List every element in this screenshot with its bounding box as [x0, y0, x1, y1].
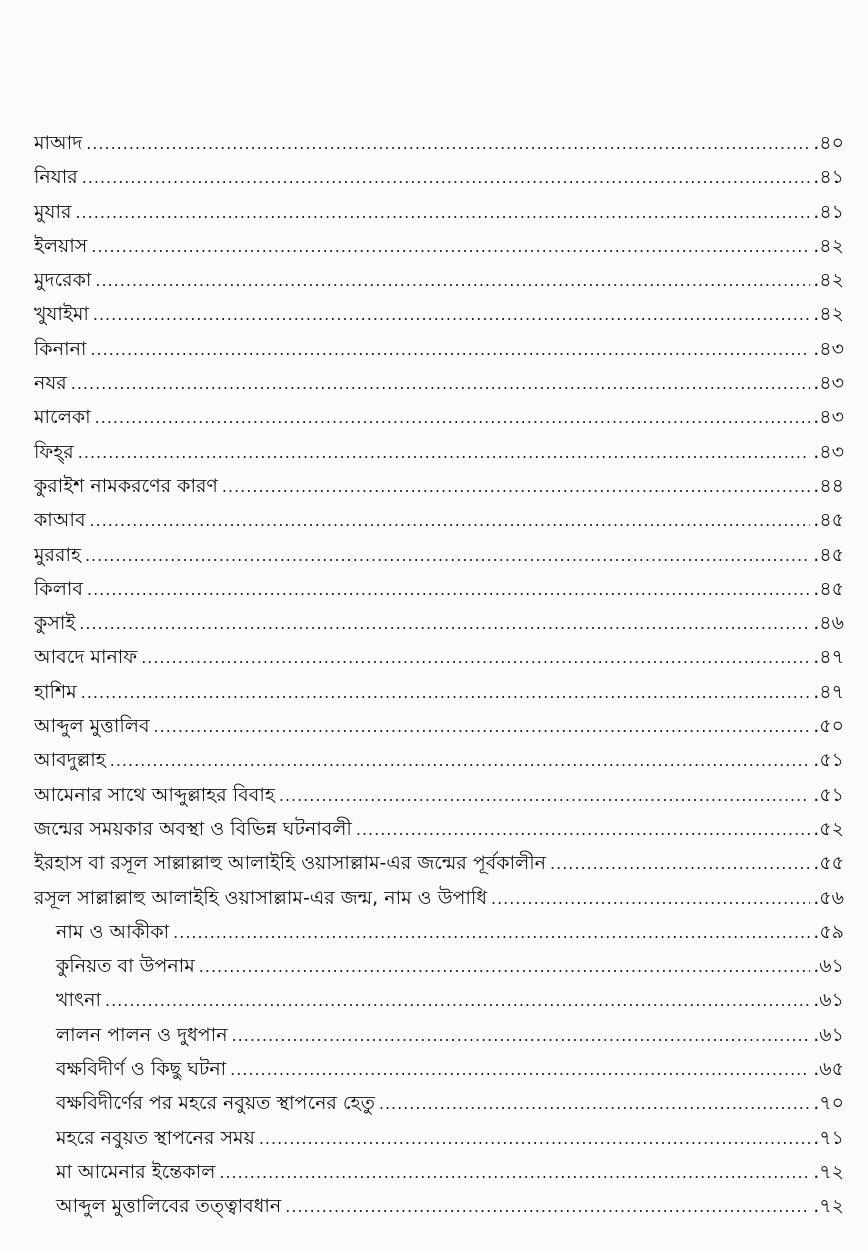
toc-entry-title: কিলাব	[34, 577, 83, 600]
dot-leader	[491, 889, 810, 908]
dot-leader	[154, 717, 811, 736]
toc-entry-title: কুনিয়ত বা উপনাম	[56, 955, 195, 978]
toc-entry	[34, 712, 844, 746]
toc-entry-title: মাআদ	[34, 132, 83, 154]
toc-entry-page-number: .৪৬	[813, 612, 844, 635]
dot-leader	[90, 340, 810, 359]
table-of-contents	[34, 129, 844, 1227]
toc-entry	[34, 609, 844, 643]
toc-entry-title: লালন পালন ও দুধপান	[56, 1023, 228, 1046]
toc-entry-page-number: .৪০	[813, 132, 844, 154]
toc-entry-title: নাম ও আকীকা	[56, 920, 170, 943]
dot-leader	[82, 168, 811, 187]
dot-leader	[219, 1163, 810, 1182]
dot-leader	[285, 1197, 810, 1216]
toc-entry	[34, 815, 844, 849]
toc-entry-page-number: .৪৫	[813, 509, 844, 532]
toc-entry-page-number: .৫০	[813, 715, 844, 738]
toc-entry-page-number: .৪৫	[813, 543, 844, 566]
toc-entry-title: খুযাইমা	[34, 303, 89, 326]
toc-entry-title: আব্দুল মুত্তালিব	[34, 715, 150, 738]
dot-leader	[550, 854, 810, 873]
toc-entry-page-number: .৪৩	[813, 337, 844, 360]
toc-entry	[34, 849, 844, 883]
toc-entry	[34, 884, 844, 918]
dot-leader	[91, 237, 810, 256]
toc-entry-page-number: .৪২	[813, 234, 844, 257]
toc-entry-title: বক্ষবিদীর্ণের পর মহরে নবুয়ত স্থাপনের হেতু	[56, 1092, 375, 1115]
toc-entry-page-number: .৪৪	[813, 474, 844, 497]
dot-leader	[279, 786, 810, 805]
toc-entry-page-number: .৬৫	[813, 1058, 844, 1081]
toc-entry-page-number: .৭২	[813, 1195, 844, 1218]
toc-entry	[34, 1089, 844, 1123]
toc-entry	[34, 1124, 844, 1158]
toc-entry-page-number: .৭১	[813, 1126, 844, 1149]
toc-entry-page-number: .৬১	[813, 955, 844, 978]
dot-leader	[173, 923, 810, 942]
dot-leader	[110, 751, 811, 770]
toc-entry	[34, 1158, 844, 1192]
toc-entry-page-number: .৫৬	[813, 886, 844, 909]
dot-leader	[78, 443, 811, 462]
dot-leader	[232, 1026, 811, 1045]
toc-entry	[34, 952, 844, 986]
toc-entry-title: কিনানা	[34, 337, 87, 360]
toc-entry-title: রসূল সাল্লাল্লাহু আলাইহি ওয়াসাল্লাম-এর জন্ম, নাম ও উপাধি	[34, 886, 487, 909]
toc-entry-page-number: .৫৯	[813, 920, 844, 943]
toc-entry-title: কাআব	[34, 509, 86, 532]
toc-entry-page-number: .৫১	[813, 749, 844, 772]
dot-leader	[379, 1094, 810, 1113]
toc-entry	[34, 1055, 844, 1089]
toc-entry-page-number: .৪৭	[813, 646, 844, 669]
toc-entry-title: মালেকা	[34, 406, 91, 429]
toc-entry-page-number: .৪৩	[813, 406, 844, 429]
toc-entry-page-number: .৫৫	[813, 852, 844, 875]
toc-entry-page-number: .৪১	[813, 200, 844, 223]
toc-entry	[34, 918, 844, 952]
dot-leader	[259, 1129, 810, 1148]
toc-entry-page-number: .৬১	[813, 1023, 844, 1046]
dot-leader	[75, 203, 810, 222]
toc-entry-title: মা আমেনার ইন্তেকাল	[56, 1160, 216, 1183]
dot-leader	[199, 957, 810, 976]
dot-leader	[86, 134, 810, 153]
dot-leader	[81, 683, 811, 702]
toc-entry-page-number: .৬১	[813, 989, 844, 1012]
toc-entry-title: মুররাহ	[34, 543, 81, 566]
dot-leader	[356, 820, 810, 839]
toc-entry	[34, 1021, 844, 1055]
toc-entry	[34, 266, 844, 300]
toc-entry-title: হাশিম	[34, 680, 77, 703]
toc-entry	[34, 678, 844, 712]
toc-entry-title: আমেনার সাথে আব্দুল্লাহর বিবাহ	[34, 783, 275, 806]
toc-entry-page-number: .৫১	[813, 783, 844, 806]
toc-entry	[34, 986, 844, 1020]
toc-entry-title: আব্দুল মুত্তালিবের তত্ত্বাবধান	[56, 1195, 282, 1218]
dot-leader	[222, 477, 810, 496]
toc-entry	[34, 335, 844, 369]
toc-entry-title: ফিহ্‌র	[34, 440, 74, 463]
dot-leader	[90, 511, 811, 530]
toc-entry-title: মুযার	[34, 200, 72, 223]
toc-entry-page-number: .৪৩	[813, 372, 844, 395]
dot-leader	[93, 305, 810, 324]
toc-entry	[34, 438, 844, 472]
toc-entry-page-number: .৪৫	[813, 577, 844, 600]
dot-leader	[105, 991, 810, 1010]
toc-entry	[34, 163, 844, 197]
dot-leader	[79, 614, 810, 633]
toc-entry	[34, 300, 844, 334]
dot-leader	[85, 546, 810, 565]
toc-entry-page-number: .৪১	[813, 166, 844, 189]
toc-entry	[34, 575, 844, 609]
toc-entry-title: কুরাইশ নামকরণের কারণ	[34, 474, 218, 497]
toc-entry-title: আবদুল্লাহ	[34, 749, 106, 772]
dot-leader	[95, 408, 811, 427]
toc-entry	[34, 781, 844, 815]
toc-entry-title: মুদরেকা	[34, 269, 92, 292]
toc-entry-title: নিযার	[34, 166, 78, 189]
toc-entry	[34, 403, 844, 437]
toc-entry-title: কুসাই	[34, 612, 76, 635]
toc-entry	[34, 1192, 844, 1226]
toc-entry-page-number: .৭০	[813, 1092, 844, 1115]
toc-entry-page-number: .৪২	[813, 303, 844, 326]
toc-entry	[34, 198, 844, 232]
toc-entry	[34, 643, 844, 677]
toc-entry	[34, 472, 844, 506]
toc-entry-page-number: .৪২	[813, 269, 844, 292]
dot-leader	[230, 1060, 810, 1079]
toc-entry-title: ইলয়াস	[34, 234, 88, 257]
toc-entry-title: আবদে মানাফ	[34, 646, 138, 669]
toc-entry-title: বক্ষবিদীর্ণ ও কিছু ঘটনা	[56, 1058, 227, 1081]
toc-entry	[34, 369, 844, 403]
toc-entry-page-number: .৭২	[813, 1160, 844, 1183]
toc-entry	[34, 541, 844, 575]
toc-entry-title: ইরহাস বা রসূল সাল্লাল্লাহু আলাইহি ওয়াসাল্লাম-এর জন্মের পূর্বকালীন	[34, 852, 547, 875]
toc-entry	[34, 129, 844, 163]
toc-entry-title: জন্মের সময়কার অবস্থা ও বিভিন্ন ঘটনাবলী	[34, 817, 352, 840]
dot-leader	[71, 374, 811, 393]
toc-entry	[34, 506, 844, 540]
dot-leader	[87, 580, 810, 599]
toc-entry	[34, 232, 844, 266]
toc-entry-page-number: .৫২	[813, 817, 844, 840]
toc-entry-title: খাৎনা	[56, 989, 101, 1012]
dot-leader	[141, 648, 810, 667]
dot-leader	[95, 271, 810, 290]
toc-entry-page-number: .৪৩	[813, 440, 844, 463]
toc-entry-page-number: .৪৭	[813, 680, 844, 703]
toc-entry-title: মহরে নবুয়ত স্থাপনের সময়	[56, 1126, 255, 1149]
toc-entry-title: নযর	[34, 372, 67, 395]
toc-entry	[34, 746, 844, 780]
